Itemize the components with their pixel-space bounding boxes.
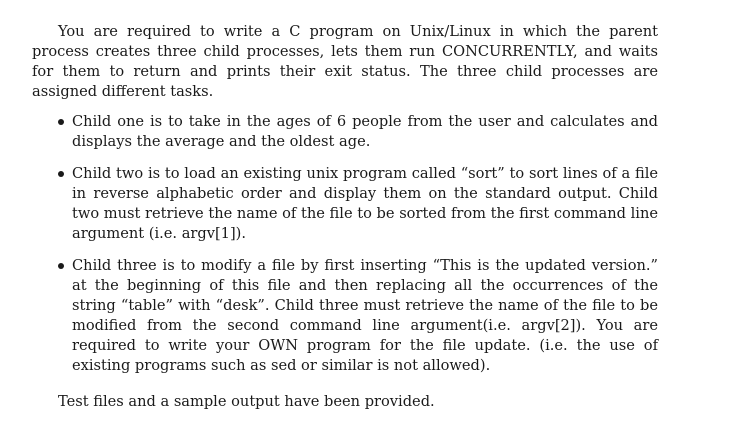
list-item-child-three bbox=[32, 256, 658, 376]
bullet-icon bbox=[58, 171, 64, 177]
task-list bbox=[32, 112, 658, 376]
bullet-icon bbox=[58, 119, 64, 125]
bullet-icon bbox=[58, 263, 64, 269]
intro-paragraph: You are required to write a C program on Unix/Linux in which the parent process creates three child processes, lets them run CONCURRENTLY, and waits for them to return and prints their exit status. The three child processes are assigned different tasks. bbox=[32, 23, 658, 100]
list-item-child-one bbox=[32, 112, 658, 152]
closing-paragraph: Test files and a sample output have been provided. bbox=[58, 393, 435, 410]
list-item-child-two bbox=[32, 164, 658, 244]
list-item-text: Child three is to modify a file by first inserting “This is the updated version.” at the beginning of this file and then replacing all the occurrences of the string “table” with “desk”. Child three must retrieve the name of the file to be modified from the second command line argument(i.e. argv[2]). You are required to write your OWN program for the file update. (i.e. the use of existing programs such as sed or similar is not allowed). bbox=[72, 257, 658, 374]
list-item-text: Child two is to load an existing unix program called “sort” to sort lines of a file in reverse alphabetic order and display them on the standard output. Child two must retrieve the name of the file to be sorted from the first command line argument (i.e. argv[1]). bbox=[72, 165, 658, 242]
list-item-text: Child one is to take in the ages of 6 people from the user and calculates and displays the average and the oldest age. bbox=[72, 113, 658, 150]
document-page bbox=[32, 22, 658, 412]
